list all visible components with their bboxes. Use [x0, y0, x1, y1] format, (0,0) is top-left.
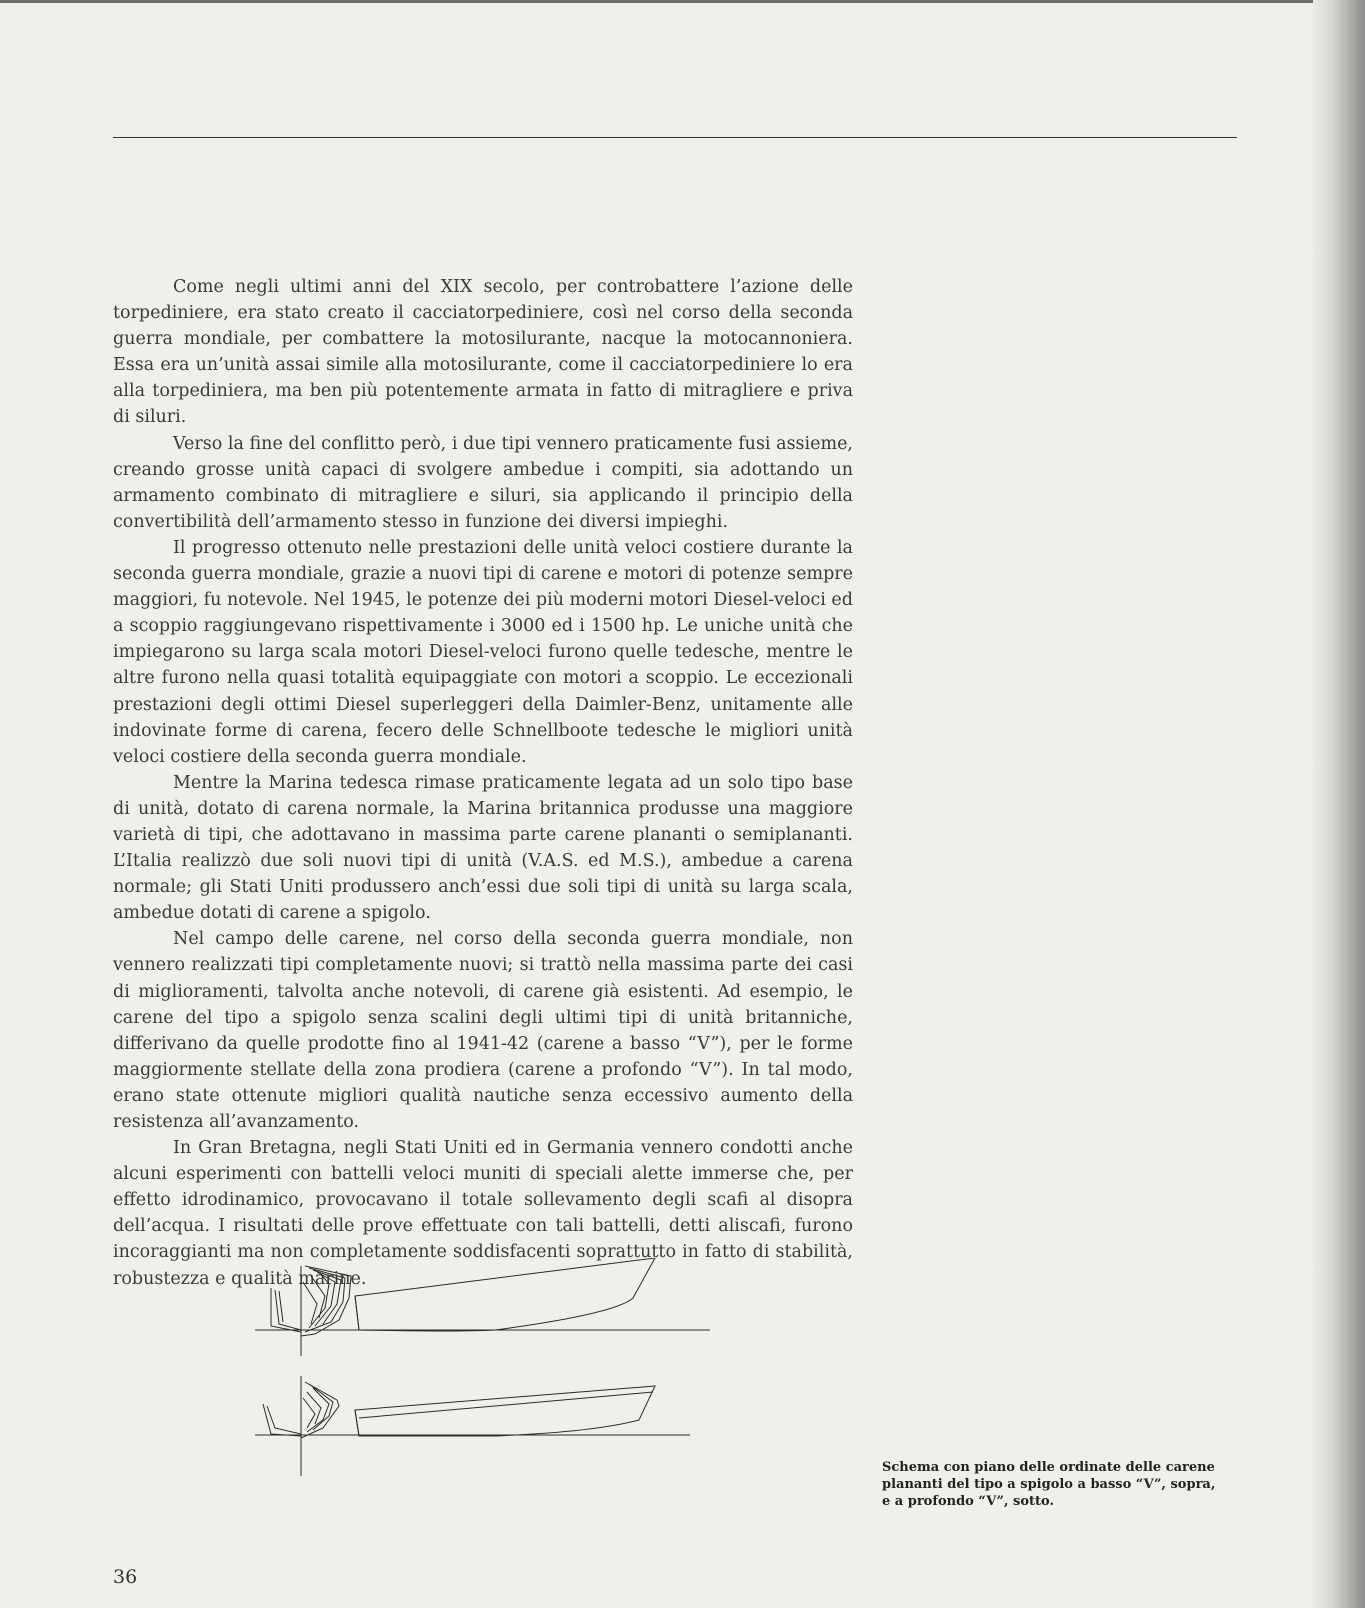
page-spine-shadow — [1313, 0, 1365, 1608]
paragraph: Verso la fine del conflitto però, i due tipi vennero praticamente fusi assieme, creando grosse unità capaci di svolgere ambedue i compiti, sia adottando un armamento combinato di mitragliere e siluri, sia applicando il principio della convertibilità dell’armamento stesso in funzione dei diversi impieghi. — [113, 433, 853, 532]
paragraph: Il progresso ottenuto nelle prestazioni delle unità veloci costiere durante la seconda guerra mondiale, grazie a nuovi tipi di carene e motori di potenze sempre maggiori, fu notevole. Nel 1945, le potenze dei più moderni motori Diesel-veloci ed a scoppio raggiungevano rispettivamente i 3000 ed i 1500 hp. Le uniche unità che impiegarono su larga scala motori Diesel-veloci furono quelle tedesche, mentre le altre furono nella quasi totalità equipaggiate con motori a scoppio. Le eccezionali prestazioni degli ottimi Diesel superleggeri della Daimler-Benz, unitamente alle indovinate forme di carena, fecero delle Schnellboote tedesche le migliori unità veloci costiere della seconda guerra mondiale. — [113, 537, 853, 767]
hull-low-v-drawing — [255, 1258, 710, 1356]
paragraph: Come negli ultimi anni del XIX secolo, per controbattere l’azione delle torpediniere, era stato creato il cacciatorpediniere, così nel corso della seconda guerra mondiale, per combattere la motosilurante, nacque la motocannoniera. Essa era un’unità assai simile alla motosilurante, come il cacciatorpediniere lo era alla torpediniera, ma ben più potentemente armata in fatto di mitragliere e priva di siluri. — [113, 277, 853, 428]
page-number: 36 — [113, 1566, 138, 1588]
figure-caption: Schema con piano delle ordinate delle carene plananti del tipo a spigolo a basso “V”, sopra, e a profondo “V”, sotto. — [882, 1460, 1216, 1509]
hull-deep-v-drawing — [255, 1376, 690, 1476]
paragraph: Mentre la Marina tedesca rimase praticamente legata ad un solo tipo base di unità, dotato di carena normale, la Marina britannica produsse una maggiore varietà di tipi, che adottavano in massima parte carene plananti o semiplananti. L’Italia realizzò due soli nuovi tipi di unità (V.A.S. ed M.S.), ambedue a carena normale; gli Stati Uniti produssero anch’essi due soli tipi di unità su larga scala, ambedue dotati di carene a spigolo. — [113, 772, 853, 924]
paragraph: In Gran Bretagna, negli Stati Uniti ed in Germania vennero condotti anche alcuni esperimenti con battelli veloci muniti di speciali alette immerse che, per effetto idrodinamico, provocavano il totale sollevamento degli scafi al disopra dell’acqua. I risultati delle prove effettuate con tali battelli, detti aliscafi, furono incoraggianti ma non completamente soddisfacenti soprattutto in fatto di stabilità, robustezza e qualità marine. — [113, 1138, 853, 1289]
body-text — [113, 274, 853, 1292]
paragraph: Nel campo delle carene, nel corso della seconda guerra mondiale, non vennero realizzati tipi completamente nuovi; si trattò nella massima parte dei casi di miglioramenti, talvolta anche notevoli, di carene già esistenti. Ad esempio, le carene del tipo a spigolo senza scalini degli ultimi tipi di unità britanniche, differivano da quelle prodotte fino al 1941-42 (carene a basso “V”), per le forme maggiormente stellate della zona prodiera (carene a profondo “V”). In tal modo, erano state ottenute migliori qualità nautiche senza eccessivo aumento della resistenza all’avanzamento. — [113, 929, 853, 1132]
hull-diagram-figure — [255, 1258, 715, 1518]
header-rule — [113, 137, 1237, 138]
page-top-edge — [0, 0, 1365, 3]
